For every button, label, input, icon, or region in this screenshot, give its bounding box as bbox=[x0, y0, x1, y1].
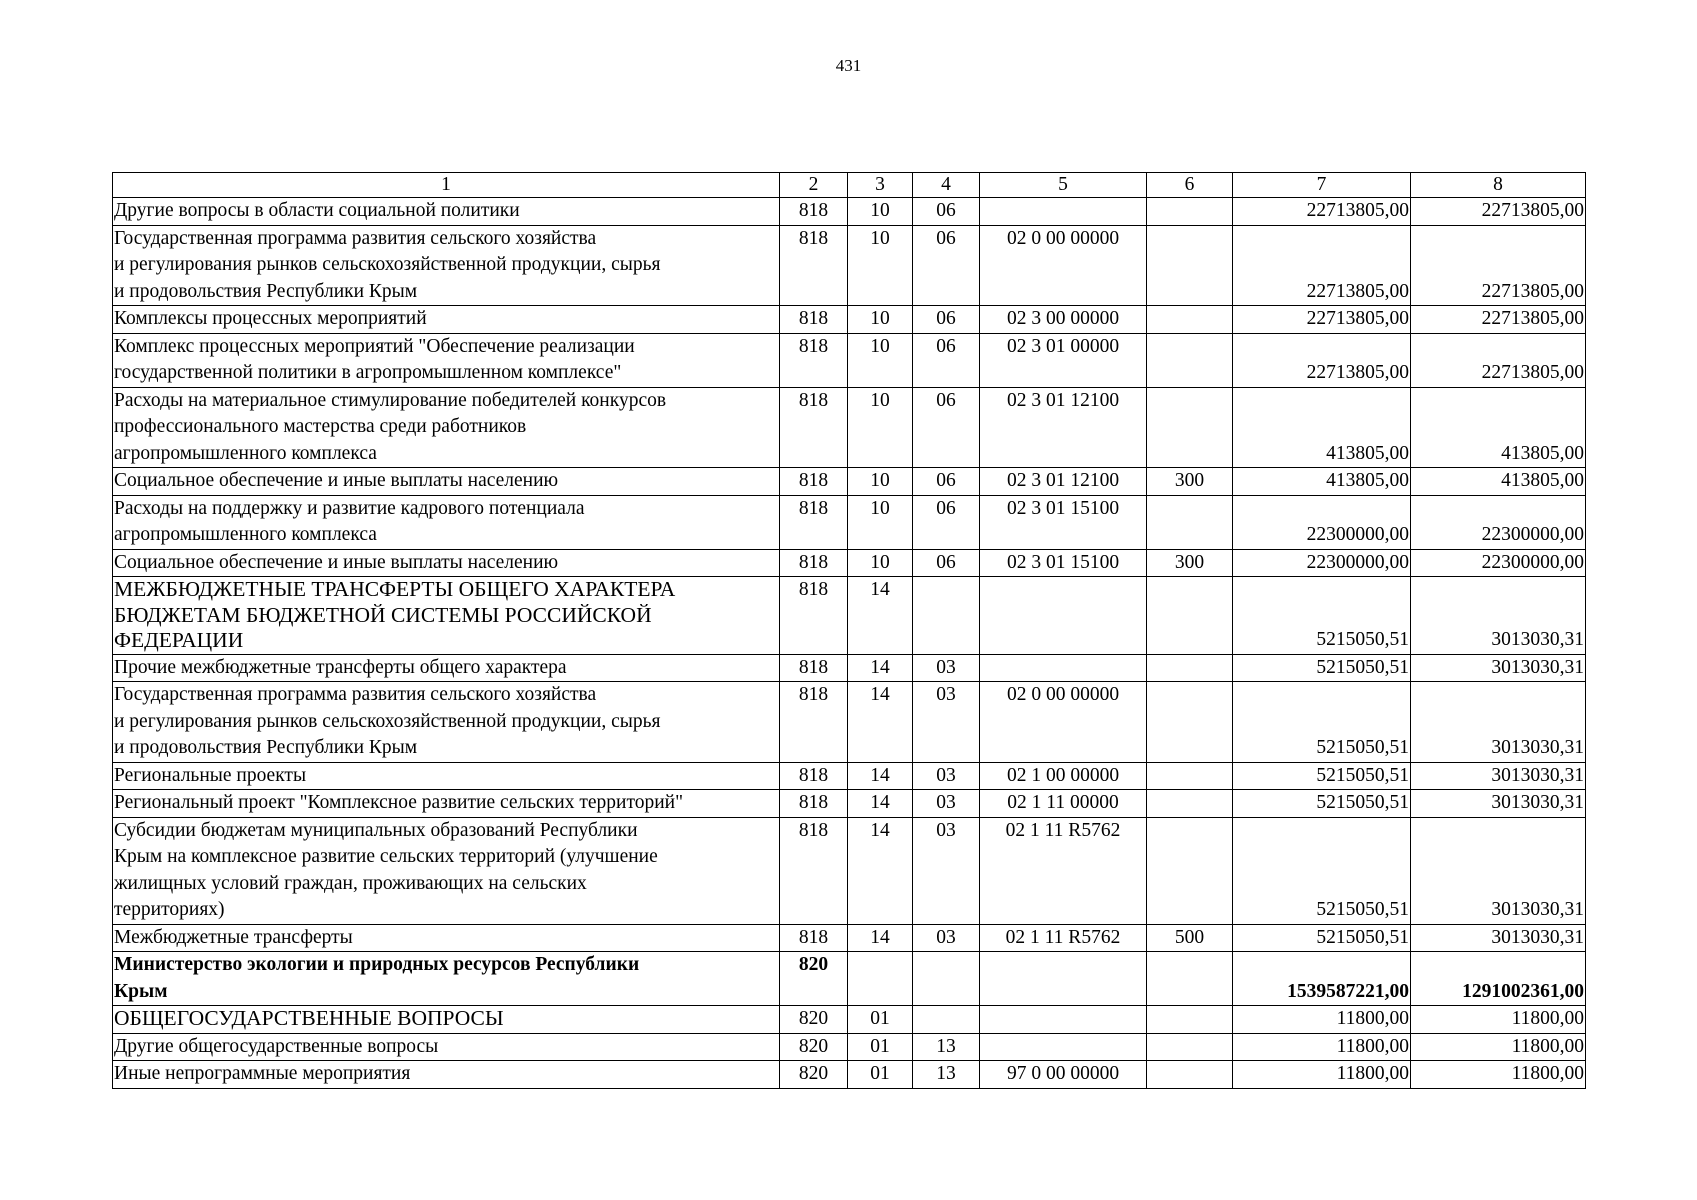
cell-amount-col7: 22300000,00 bbox=[1233, 549, 1411, 577]
cell-subsection: 06 bbox=[913, 468, 980, 496]
cell-target-article: 02 1 11 R5762 bbox=[980, 817, 1147, 924]
cell-name-line: Комплекс процессных мероприятий "Обеспечение реализации bbox=[114, 335, 635, 357]
cell-expense-type bbox=[1147, 1061, 1233, 1089]
column-number-row bbox=[113, 173, 1586, 198]
cell-subsection: 06 bbox=[913, 495, 980, 549]
cell-ministry-code: 818 bbox=[780, 306, 848, 334]
cell-name bbox=[113, 333, 780, 387]
cell-name-line: Социальное обеспечение и иные выплаты населению bbox=[114, 551, 559, 573]
cell-section: 10 bbox=[848, 387, 913, 468]
cell-name-line: МЕЖБЮДЖЕТНЫЕ ТРАНСФЕРТЫ ОБЩЕГО ХАРАКТЕРА bbox=[114, 577, 676, 601]
cell-name-line: Другие вопросы в области социальной политики bbox=[114, 200, 520, 221]
cell-amount-col7: 22300000,00 bbox=[1233, 495, 1411, 549]
cell-expense-type bbox=[1147, 198, 1233, 226]
cell-subsection: 06 bbox=[913, 387, 980, 468]
cell-amount-col7: 413805,00 bbox=[1233, 387, 1411, 468]
cell-name bbox=[113, 225, 780, 306]
table-row bbox=[113, 333, 1586, 387]
cell-name-line: Региональные проекты bbox=[114, 764, 307, 786]
cell-ministry-code: 818 bbox=[780, 654, 848, 682]
cell-name-line: Государственная программа развития сельского хозяйства bbox=[114, 227, 597, 249]
cell-amount-col8: 22713805,00 bbox=[1411, 333, 1586, 387]
cell-amount-col8: 22713805,00 bbox=[1411, 198, 1586, 226]
cell-name bbox=[113, 682, 780, 763]
table-row bbox=[113, 1006, 1586, 1034]
cell-expense-type: 300 bbox=[1147, 468, 1233, 496]
column-header: 7 bbox=[1233, 173, 1411, 198]
cell-name-line: ОБЩЕГОСУДАРСТВЕННЫЕ ВОПРОСЫ bbox=[114, 1006, 504, 1030]
cell-subsection: 03 bbox=[913, 654, 980, 682]
cell-target-article: 02 0 00 00000 bbox=[980, 682, 1147, 763]
column-header: 4 bbox=[913, 173, 980, 198]
cell-ministry-code: 818 bbox=[780, 387, 848, 468]
cell-ministry-code: 818 bbox=[780, 817, 848, 924]
cell-name-line: и продовольствия Республики Крым bbox=[114, 280, 418, 302]
cell-amount-col7: 11800,00 bbox=[1233, 1033, 1411, 1061]
cell-name-line: профессионального мастерства среди работников bbox=[114, 416, 527, 437]
cell-name bbox=[113, 387, 780, 468]
cell-name-line: и регулирования рынков сельскохозяйственной продукции, сырья bbox=[114, 254, 661, 275]
cell-amount-col8: 11800,00 bbox=[1411, 1006, 1586, 1034]
cell-name bbox=[113, 495, 780, 549]
cell-name-line: Комплексы процессных мероприятий bbox=[114, 308, 427, 329]
cell-section: 10 bbox=[848, 198, 913, 226]
cell-amount-col8: 22713805,00 bbox=[1411, 306, 1586, 334]
cell-name-line: и регулирования рынков сельскохозяйственной продукции, сырья bbox=[114, 710, 661, 732]
cell-name-line: Государственная программа развития сельского хозяйства bbox=[114, 684, 597, 705]
cell-name-line: жилищных условий граждан, проживающих на сельских bbox=[114, 872, 587, 894]
cell-section bbox=[848, 952, 913, 1006]
cell-target-article: 02 1 00 00000 bbox=[980, 762, 1147, 790]
cell-amount-col8: 3013030,31 bbox=[1411, 762, 1586, 790]
cell-ministry-code: 818 bbox=[780, 577, 848, 655]
cell-name-line: Крым на комплексное развитие сельских территорий (улучшение bbox=[114, 846, 658, 867]
cell-ministry-code: 820 bbox=[780, 1033, 848, 1061]
cell-name bbox=[113, 577, 780, 655]
cell-section: 14 bbox=[848, 924, 913, 952]
cell-name-line: Другие общегосударственные вопросы bbox=[114, 1035, 439, 1057]
cell-amount-col7: 5215050,51 bbox=[1233, 924, 1411, 952]
cell-name-line: Иные непрограммные мероприятия bbox=[114, 1063, 411, 1084]
cell-amount-col8: 3013030,31 bbox=[1411, 682, 1586, 763]
cell-subsection bbox=[913, 952, 980, 1006]
column-header: 5 bbox=[980, 173, 1147, 198]
cell-amount-col8: 11800,00 bbox=[1411, 1033, 1586, 1061]
table-row bbox=[113, 654, 1586, 682]
cell-amount-col7: 5215050,51 bbox=[1233, 654, 1411, 682]
cell-target-article: 02 1 11 R5762 bbox=[980, 924, 1147, 952]
cell-subsection: 03 bbox=[913, 762, 980, 790]
cell-name bbox=[113, 654, 780, 682]
cell-name bbox=[113, 1033, 780, 1061]
cell-amount-col8: 3013030,31 bbox=[1411, 817, 1586, 924]
cell-amount-col8: 413805,00 bbox=[1411, 387, 1586, 468]
cell-name bbox=[113, 952, 780, 1006]
cell-amount-col7: 22713805,00 bbox=[1233, 333, 1411, 387]
cell-amount-col7: 5215050,51 bbox=[1233, 817, 1411, 924]
cell-target-article bbox=[980, 1033, 1147, 1061]
cell-expense-type bbox=[1147, 577, 1233, 655]
cell-name-line: Межбюджетные трансферты bbox=[114, 926, 353, 948]
table-row bbox=[113, 952, 1586, 1006]
cell-name-line: БЮДЖЕТАМ БЮДЖЕТНОЙ СИСТЕМЫ РОССИЙСКОЙ bbox=[114, 602, 652, 627]
cell-section: 14 bbox=[848, 762, 913, 790]
table-row bbox=[113, 495, 1586, 549]
cell-section: 10 bbox=[848, 225, 913, 306]
cell-amount-col7: 22713805,00 bbox=[1233, 225, 1411, 306]
cell-ministry-code: 818 bbox=[780, 790, 848, 818]
table-row bbox=[113, 1061, 1586, 1089]
cell-amount-col7: 1539587221,00 bbox=[1233, 952, 1411, 1006]
cell-amount-col8: 3013030,31 bbox=[1411, 577, 1586, 655]
cell-ministry-code: 818 bbox=[780, 333, 848, 387]
cell-amount-col8: 3013030,31 bbox=[1411, 924, 1586, 952]
cell-amount-col7: 5215050,51 bbox=[1233, 682, 1411, 763]
cell-ministry-code: 818 bbox=[780, 549, 848, 577]
cell-section: 10 bbox=[848, 333, 913, 387]
cell-expense-type bbox=[1147, 387, 1233, 468]
cell-target-article: 02 3 01 15100 bbox=[980, 495, 1147, 549]
cell-name bbox=[113, 468, 780, 496]
cell-expense-type bbox=[1147, 952, 1233, 1006]
cell-section: 14 bbox=[848, 817, 913, 924]
cell-target-article: 02 3 01 15100 bbox=[980, 549, 1147, 577]
table-row bbox=[113, 306, 1586, 334]
cell-expense-type bbox=[1147, 1006, 1233, 1034]
cell-subsection: 03 bbox=[913, 924, 980, 952]
cell-ministry-code: 818 bbox=[780, 924, 848, 952]
cell-amount-col8: 22713805,00 bbox=[1411, 225, 1586, 306]
cell-expense-type: 300 bbox=[1147, 549, 1233, 577]
cell-amount-col7: 5215050,51 bbox=[1233, 762, 1411, 790]
table-row bbox=[113, 198, 1586, 226]
cell-target-article: 02 3 01 12100 bbox=[980, 387, 1147, 468]
cell-section: 01 bbox=[848, 1061, 913, 1089]
cell-subsection: 06 bbox=[913, 333, 980, 387]
cell-expense-type bbox=[1147, 1033, 1233, 1061]
column-header: 3 bbox=[848, 173, 913, 198]
cell-amount-col8: 22300000,00 bbox=[1411, 495, 1586, 549]
cell-target-article: 02 3 01 00000 bbox=[980, 333, 1147, 387]
cell-ministry-code: 818 bbox=[780, 198, 848, 226]
cell-name bbox=[113, 306, 780, 334]
cell-expense-type bbox=[1147, 790, 1233, 818]
column-header: 2 bbox=[780, 173, 848, 198]
cell-name-line: Субсидии бюджетам муниципальных образований Республики bbox=[114, 819, 638, 841]
table-body bbox=[113, 173, 1586, 1089]
cell-ministry-code: 820 bbox=[780, 1061, 848, 1089]
cell-target-article bbox=[980, 952, 1147, 1006]
cell-target-article: 02 3 01 12100 bbox=[980, 468, 1147, 496]
cell-expense-type bbox=[1147, 306, 1233, 334]
cell-name bbox=[113, 924, 780, 952]
cell-name bbox=[113, 790, 780, 818]
table-row bbox=[113, 1033, 1586, 1061]
cell-target-article bbox=[980, 654, 1147, 682]
cell-subsection: 06 bbox=[913, 549, 980, 577]
cell-name bbox=[113, 198, 780, 226]
column-header: 1 bbox=[113, 173, 780, 198]
cell-name-line: Министерство экологии и природных ресурсов Республики bbox=[114, 954, 640, 975]
cell-target-article bbox=[980, 1006, 1147, 1034]
cell-subsection: 03 bbox=[913, 790, 980, 818]
cell-name-line: и продовольствия Республики Крым bbox=[114, 737, 418, 758]
table-row bbox=[113, 225, 1586, 306]
cell-section: 14 bbox=[848, 682, 913, 763]
cell-name bbox=[113, 817, 780, 924]
cell-amount-col7: 11800,00 bbox=[1233, 1006, 1411, 1034]
cell-section: 10 bbox=[848, 495, 913, 549]
cell-subsection: 13 bbox=[913, 1061, 980, 1089]
cell-expense-type bbox=[1147, 333, 1233, 387]
cell-amount-col8: 3013030,31 bbox=[1411, 654, 1586, 682]
cell-amount-col8: 413805,00 bbox=[1411, 468, 1586, 496]
cell-section: 10 bbox=[848, 306, 913, 334]
cell-subsection: 06 bbox=[913, 198, 980, 226]
cell-target-article: 02 0 00 00000 bbox=[980, 225, 1147, 306]
cell-expense-type bbox=[1147, 654, 1233, 682]
budget-table bbox=[112, 172, 1586, 1089]
cell-amount-col8: 3013030,31 bbox=[1411, 790, 1586, 818]
table-row bbox=[113, 924, 1586, 952]
cell-ministry-code: 820 bbox=[780, 1006, 848, 1034]
cell-amount-col7: 11800,00 bbox=[1233, 1061, 1411, 1089]
cell-name-line: Социальное обеспечение и иные выплаты населению bbox=[114, 470, 559, 491]
cell-subsection: 13 bbox=[913, 1033, 980, 1061]
cell-name-line: Расходы на поддержку и развитие кадрового потенциала bbox=[114, 497, 585, 519]
cell-target-article: 02 1 11 00000 bbox=[980, 790, 1147, 818]
cell-name-line: Прочие межбюджетные трансферты общего характера bbox=[114, 656, 567, 678]
cell-ministry-code: 820 bbox=[780, 952, 848, 1006]
table-row bbox=[113, 577, 1586, 655]
table-row bbox=[113, 762, 1586, 790]
cell-name-line: агропромышленного комплекса bbox=[114, 524, 377, 545]
table-row bbox=[113, 468, 1586, 496]
cell-amount-col7: 5215050,51 bbox=[1233, 577, 1411, 655]
cell-subsection bbox=[913, 577, 980, 655]
table-row bbox=[113, 790, 1586, 818]
cell-section: 14 bbox=[848, 790, 913, 818]
cell-name bbox=[113, 1061, 780, 1089]
cell-amount-col8: 1291002361,00 bbox=[1411, 952, 1586, 1006]
cell-subsection: 06 bbox=[913, 225, 980, 306]
cell-ministry-code: 818 bbox=[780, 468, 848, 496]
cell-name-line: Региональный проект "Комплексное развитие сельских территорий" bbox=[114, 792, 684, 813]
cell-ministry-code: 818 bbox=[780, 762, 848, 790]
cell-subsection: 03 bbox=[913, 682, 980, 763]
cell-name-line: Расходы на материальное стимулирование победителей конкурсов bbox=[114, 389, 667, 411]
cell-name-line: территориях) bbox=[114, 899, 225, 920]
cell-target-article bbox=[980, 198, 1147, 226]
cell-ministry-code: 818 bbox=[780, 682, 848, 763]
cell-target-article bbox=[980, 577, 1147, 655]
cell-expense-type bbox=[1147, 682, 1233, 763]
cell-name-line: Крым bbox=[114, 980, 168, 1002]
cell-amount-col7: 5215050,51 bbox=[1233, 790, 1411, 818]
cell-amount-col8: 22300000,00 bbox=[1411, 549, 1586, 577]
table-row bbox=[113, 387, 1586, 468]
cell-expense-type: 500 bbox=[1147, 924, 1233, 952]
cell-name-line: государственной политики в агропромышленном комплексе" bbox=[114, 362, 622, 383]
cell-section: 01 bbox=[848, 1006, 913, 1034]
cell-target-article: 02 3 00 00000 bbox=[980, 306, 1147, 334]
cell-expense-type bbox=[1147, 817, 1233, 924]
cell-section: 14 bbox=[848, 654, 913, 682]
column-header: 6 bbox=[1147, 173, 1233, 198]
cell-section: 14 bbox=[848, 577, 913, 655]
cell-name bbox=[113, 1006, 780, 1034]
cell-name bbox=[113, 549, 780, 577]
cell-ministry-code: 818 bbox=[780, 225, 848, 306]
cell-section: 10 bbox=[848, 549, 913, 577]
cell-amount-col7: 22713805,00 bbox=[1233, 306, 1411, 334]
table-row bbox=[113, 817, 1586, 924]
cell-expense-type bbox=[1147, 762, 1233, 790]
cell-target-article: 97 0 00 00000 bbox=[980, 1061, 1147, 1089]
cell-name bbox=[113, 762, 780, 790]
table-row bbox=[113, 549, 1586, 577]
cell-amount-col7: 413805,00 bbox=[1233, 468, 1411, 496]
cell-name-line: агропромышленного комплекса bbox=[114, 442, 377, 464]
cell-expense-type bbox=[1147, 225, 1233, 306]
cell-subsection: 03 bbox=[913, 817, 980, 924]
cell-subsection: 06 bbox=[913, 306, 980, 334]
table-row bbox=[113, 682, 1586, 763]
column-header: 8 bbox=[1411, 173, 1586, 198]
page-number: 431 bbox=[835, 56, 862, 75]
cell-subsection bbox=[913, 1006, 980, 1034]
cell-amount-col8: 11800,00 bbox=[1411, 1061, 1586, 1089]
cell-section: 10 bbox=[848, 468, 913, 496]
cell-section: 01 bbox=[848, 1033, 913, 1061]
cell-ministry-code: 818 bbox=[780, 495, 848, 549]
cell-name-line: ФЕДЕРАЦИИ bbox=[114, 628, 244, 652]
cell-amount-col7: 22713805,00 bbox=[1233, 198, 1411, 226]
cell-expense-type bbox=[1147, 495, 1233, 549]
